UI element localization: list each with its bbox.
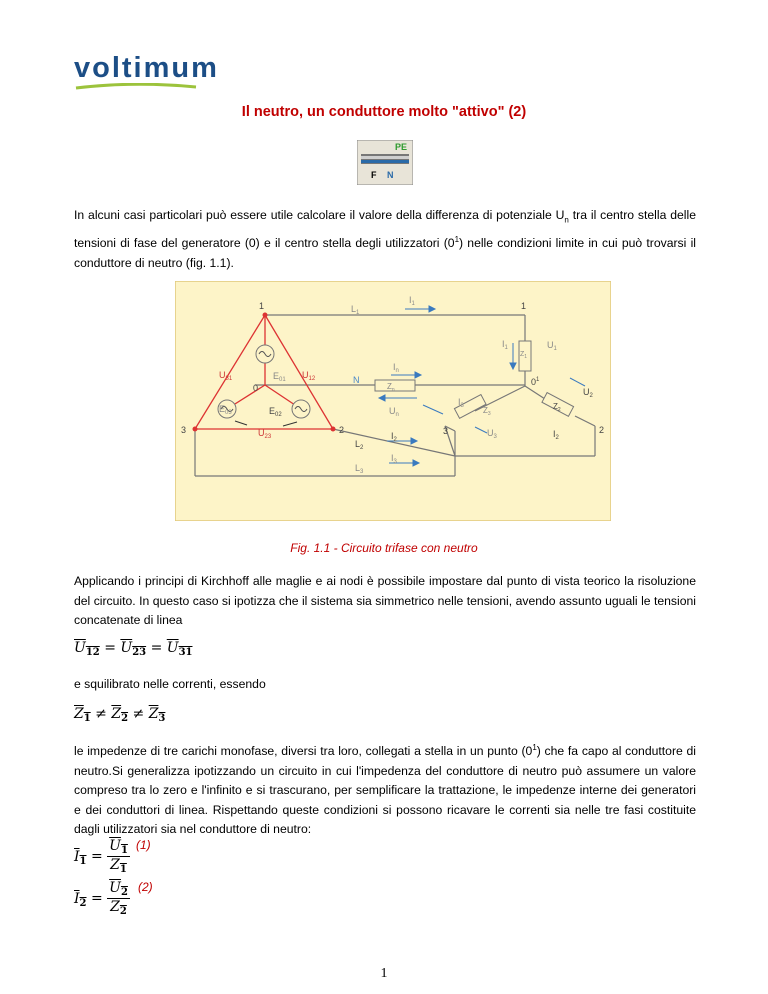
svg-text:I3: $I_3$: [458, 397, 464, 409]
badge-n: N: [387, 170, 394, 180]
svg-text:L1: $L_1$: [351, 304, 360, 316]
equation-1: $I_1$ = $\frac{U_1}{Z_1}$: [74, 838, 128, 875]
svg-text:In: $I_n$: [393, 362, 399, 374]
svg-text:I1: $I_1$: [502, 339, 508, 351]
svg-text:L3: $L_3$: [355, 463, 364, 475]
paragraph-impedances: le impedenze di tre carichi monofase, diversi tra loro, collegati a stella in un punto $(0^1)$ che fa capo al conduttore di neutro.Si generalizza ipotizzando un circuito in cui l'impedenza del conduttore di neutro può assumere un valore compreso tra lo zero e l'infinito e si trascurano, per semplificare la trattazione, le impedenze interne dei generatori e dei conduttori di linea. Rispettando queste condizioni si possono ricavare le correnti sia nelle tre fasi costituite dagli utilizzatori sia nel conduttore di neutro:: [74, 743, 696, 837]
badge-f: F: [371, 170, 377, 180]
svg-text:L2: $L_2$: [355, 439, 364, 451]
node-1-left: 1: [259, 301, 265, 311]
logo-text: voltimum: [74, 52, 219, 84]
equation-impedances: $Z_1 \ne Z_2 \ne Z_3$: [74, 706, 166, 724]
svg-text:U23: $U_{23}$: [258, 428, 272, 440]
badge-pe: PE: [395, 142, 408, 152]
equation-1-number: (1): [136, 838, 151, 852]
equation-voltages: $U_{12} = U_{23} = U_{31}$: [74, 640, 193, 658]
page-number: 1: [380, 966, 388, 981]
svg-text:Z2: $Z_2$: [553, 402, 561, 413]
svg-text:E02: $E_{02}$: [269, 406, 282, 418]
svg-text:N: N: [353, 375, 360, 385]
svg-text:3: 3: [443, 426, 449, 436]
page-title: Il neutro, un conduttore molto "attivo" (2): [241, 104, 527, 120]
svg-text:U1: $U_1$: [547, 340, 557, 352]
svg-text:Un: $U_n$: [389, 406, 399, 418]
svg-text:E03: $E_{03}$: [219, 404, 232, 416]
svg-text:I2: $I_2$: [553, 429, 559, 441]
svg-text:01: $0^1$: [531, 377, 540, 387]
cable-badge-icon: [357, 140, 413, 185]
svg-text:U3: $U_3$: [487, 428, 497, 440]
svg-text:U12: $U_{12}$: [302, 370, 316, 382]
circuit-figure: [175, 281, 611, 521]
paragraph-kirchhoff: Applicando i principi di Kirchhoff alle maglie e ai nodi è possibile impostare dal punto di vista teorico la risoluzione del circuito. In questo caso si ipotizza che il sistema sia simmetrico nelle tensioni, avendo assunto uguali le tensioni concatenate di linea: [74, 574, 696, 627]
svg-text:Z1: $Z_1$: [520, 351, 528, 360]
figure-caption: Fig. 1.1 - Circuito trifase con neutro: [290, 541, 478, 555]
svg-text:I3: $I_3$: [391, 453, 397, 465]
svg-text:U2: $U_2$: [583, 387, 593, 399]
paragraph-unbalanced: e squilibrato nelle correnti, essendo: [74, 677, 266, 691]
svg-text:2: 2: [599, 425, 605, 435]
svg-text:E01: $E_{01}$: [273, 371, 286, 383]
svg-text:Zn: $Z_n$: [387, 382, 395, 393]
svg-text:U31: $U_{31}$: [219, 370, 233, 382]
circuit-diagram: [175, 281, 611, 521]
voltimum-logo: [74, 52, 219, 86]
svg-text:I2: $I_2$: [391, 431, 397, 443]
svg-text:Z3: $Z_3$: [483, 406, 491, 417]
equation-2: $I_2$ = $\frac{U_2}{Z_2}$: [74, 880, 128, 917]
svg-text:3: 3: [181, 425, 187, 435]
svg-text:1: 1: [521, 301, 527, 311]
intro-paragraph: In alcuni casi particolari può essere utile calcolare il valore della differenza di potenziale $U_n$ tra il centro stella delle tensioni di fase del generatore (0) e il centro stella degli utilizzatori $(0^1)$ nelle condizioni limite in cui può trovarsi il conduttore di neutro (fig. 1.1).: [74, 208, 696, 270]
svg-text:2: 2: [339, 425, 345, 435]
svg-text:I1: $I_1$: [409, 295, 415, 307]
svg-text:0: 0: [253, 383, 259, 393]
logo-swoosh-icon: [74, 83, 199, 91]
equation-2-number: (2): [138, 880, 153, 894]
